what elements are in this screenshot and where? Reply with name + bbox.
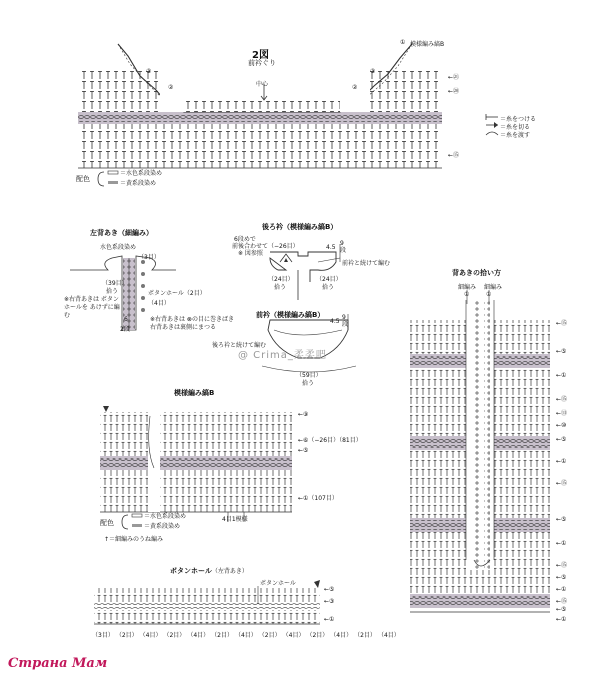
pattern-b-repeat: 4目1模様 bbox=[222, 516, 248, 523]
back-opening-chart bbox=[410, 290, 550, 612]
back-opening-row-l: ←⑮ bbox=[556, 562, 568, 569]
back-collar-note-1: 6段めで bbox=[234, 236, 256, 243]
back-opening-col1-mark: ① bbox=[464, 291, 470, 298]
back-collar-pick-left: 拾う bbox=[274, 284, 287, 291]
back-opening-row-b: ←⑤ bbox=[556, 348, 567, 355]
fig2-row-3-right: ③ bbox=[370, 68, 376, 75]
pattern-b-color-beige: ＝黄系段染め bbox=[144, 523, 181, 530]
button-hole-row-5: ←⑤ bbox=[324, 586, 335, 593]
left-back-39-sts: （39目） bbox=[102, 280, 128, 287]
fig2-subtitle: 前衿ぐり bbox=[248, 59, 276, 67]
back-opening-row-d: ←⑮ bbox=[556, 396, 568, 403]
front-collar-dim: 4.5 bbox=[330, 318, 340, 325]
fig2-pattern-label: 模様編み縞B bbox=[410, 41, 445, 48]
pattern-b-color-swatches bbox=[122, 514, 142, 529]
pattern-b-marker-1: ←①（107目） bbox=[298, 495, 338, 502]
back-collar-24-right: （24目） bbox=[316, 276, 342, 283]
pattern-b-marker-5: ←⑤ bbox=[298, 447, 309, 454]
button-hole-title: ボタンホール（左背あき） bbox=[170, 567, 248, 575]
back-opening-row-p: ←⑤ bbox=[556, 606, 567, 613]
back-opening-row-o: ←⑮ bbox=[556, 598, 568, 605]
back-opening-row-f: ←⑩ bbox=[556, 422, 567, 429]
back-opening-row-g: ←⑤ bbox=[556, 436, 567, 443]
back-collar-pick-right: 拾う bbox=[322, 284, 335, 291]
site-watermark: Страна Мам bbox=[8, 656, 108, 671]
left-back-buttonhole: ボタンホール（2目） bbox=[148, 290, 206, 297]
back-opening-col2-label: 細編み bbox=[484, 284, 503, 291]
back-collar-continue: 前衿と続けて編む bbox=[342, 260, 391, 267]
back-opening-row-j: ←⑤ bbox=[556, 516, 567, 523]
back-opening-title: 背あきの拾い方 bbox=[452, 269, 501, 277]
front-collar-dim-rows: 9段 bbox=[342, 314, 349, 328]
fig2-row-1: ① bbox=[400, 39, 406, 46]
back-opening-row-e: ←⑬ bbox=[556, 410, 568, 417]
fig2-right-row-20: ←⑳ bbox=[448, 88, 460, 95]
back-collar-24-left: （24目） bbox=[268, 276, 294, 283]
pattern-b-marker-9: ←⑨ bbox=[298, 411, 309, 418]
left-back-title: 左背あき（細編み） bbox=[90, 229, 153, 237]
left-back-note-right-1: ※右背あきは ⊗の目に巻きばき bbox=[150, 316, 234, 323]
back-opening-row-a: ←⑮ bbox=[556, 320, 568, 327]
faded-watermark: @ Crima_柔柔吧 bbox=[238, 350, 327, 361]
back-opening-row-i: ←⑮ bbox=[556, 480, 568, 487]
yarn-legend-symbols bbox=[486, 114, 498, 135]
back-opening-row-k: ←① bbox=[556, 540, 567, 547]
left-back-color: 水色系段染め bbox=[100, 244, 137, 251]
fig2-row-2-left: ② bbox=[168, 84, 174, 91]
fig2-color-legend-title: 配色 bbox=[76, 175, 90, 183]
fig2-center-label: 中心 bbox=[256, 81, 269, 88]
back-opening-row-n: ←① bbox=[556, 586, 567, 593]
legend-carry-yarn: ＝糸を渡す bbox=[500, 132, 531, 139]
left-back-3-sts: （3目） bbox=[138, 254, 160, 261]
back-collar-dim: 4.5 bbox=[326, 244, 336, 251]
pattern-b-title: 模様編み縞B bbox=[174, 389, 215, 397]
back-collar-title: 後ろ衿（模様編み縞B） bbox=[262, 223, 338, 231]
fig2-color-swatches bbox=[98, 171, 118, 186]
left-back-note-right-2: 右背あきは裏側にまつる bbox=[150, 324, 217, 331]
back-opening-row-q: ←① bbox=[556, 616, 567, 623]
pattern-b-marker-6: ←⑥（−26目）（81目） bbox=[298, 437, 362, 444]
back-collar-diagram bbox=[270, 244, 340, 300]
back-opening-row-h: ←① bbox=[556, 458, 567, 465]
pattern-b-chart bbox=[100, 406, 292, 522]
back-opening-col1-label: 細編み bbox=[458, 284, 477, 291]
front-collar-title: 前衿（模様編み縞B） bbox=[256, 311, 325, 319]
pattern-b-legend-title: 配色 bbox=[100, 519, 114, 527]
left-back-4-sts: （4目） bbox=[148, 300, 170, 307]
pattern-b-color-blue: ＝水色系段染め bbox=[144, 513, 187, 520]
back-opening-col2-mark: ① bbox=[486, 291, 492, 298]
back-opening-row-c: ←① bbox=[556, 372, 567, 379]
button-hole-marker: ボタンホール bbox=[260, 580, 296, 587]
fig2-row-3-left: ③ bbox=[146, 68, 152, 75]
fig2-color-blue: ＝水色系段染め bbox=[120, 170, 163, 177]
fig2-row-2-right: ② bbox=[352, 84, 358, 91]
front-collar-continue: 後ろ衿と続けて編む bbox=[212, 342, 267, 349]
front-collar-59-sts: （59目） bbox=[296, 372, 322, 379]
back-opening-row-m: ←⑤ bbox=[556, 574, 567, 581]
button-hole-row-1: ←① bbox=[324, 616, 335, 623]
legend-cut-yarn: ＝糸を切る bbox=[500, 124, 531, 131]
fig2-right-row-21: ←㉑ bbox=[448, 74, 460, 81]
pattern-b-note: ↑＝細編みのうね編み bbox=[104, 536, 164, 543]
legend-attach-yarn: ＝糸をつける bbox=[500, 116, 537, 123]
fig2-right-row-15: ←⑮ bbox=[448, 152, 460, 159]
fig2-title: 2図 bbox=[252, 50, 269, 61]
back-collar-note-3: ※ 図参照 bbox=[238, 250, 263, 257]
left-back-six: 6 bbox=[124, 316, 128, 323]
left-back-rows: 2段 bbox=[120, 326, 130, 333]
left-back-pick: 拾う bbox=[106, 288, 119, 295]
back-collar-note-2: 前後合わせて（−26目） bbox=[232, 243, 299, 250]
button-hole-counts: （3目） （2目） （4目） （2目） （4目） （2目） （4目） （2目） （4目） （2目） （4目） （2目） （4目） bbox=[92, 632, 400, 639]
fig2-color-beige: ＝黄系段染め bbox=[120, 180, 157, 187]
front-collar-pick: 拾う bbox=[302, 380, 315, 387]
left-back-note-left: ※右背あきは ボタンホールを あけずに編む bbox=[64, 296, 120, 319]
back-collar-dim-rows: 9段 bbox=[340, 240, 347, 254]
button-hole-row-3: ←③ bbox=[324, 598, 335, 605]
